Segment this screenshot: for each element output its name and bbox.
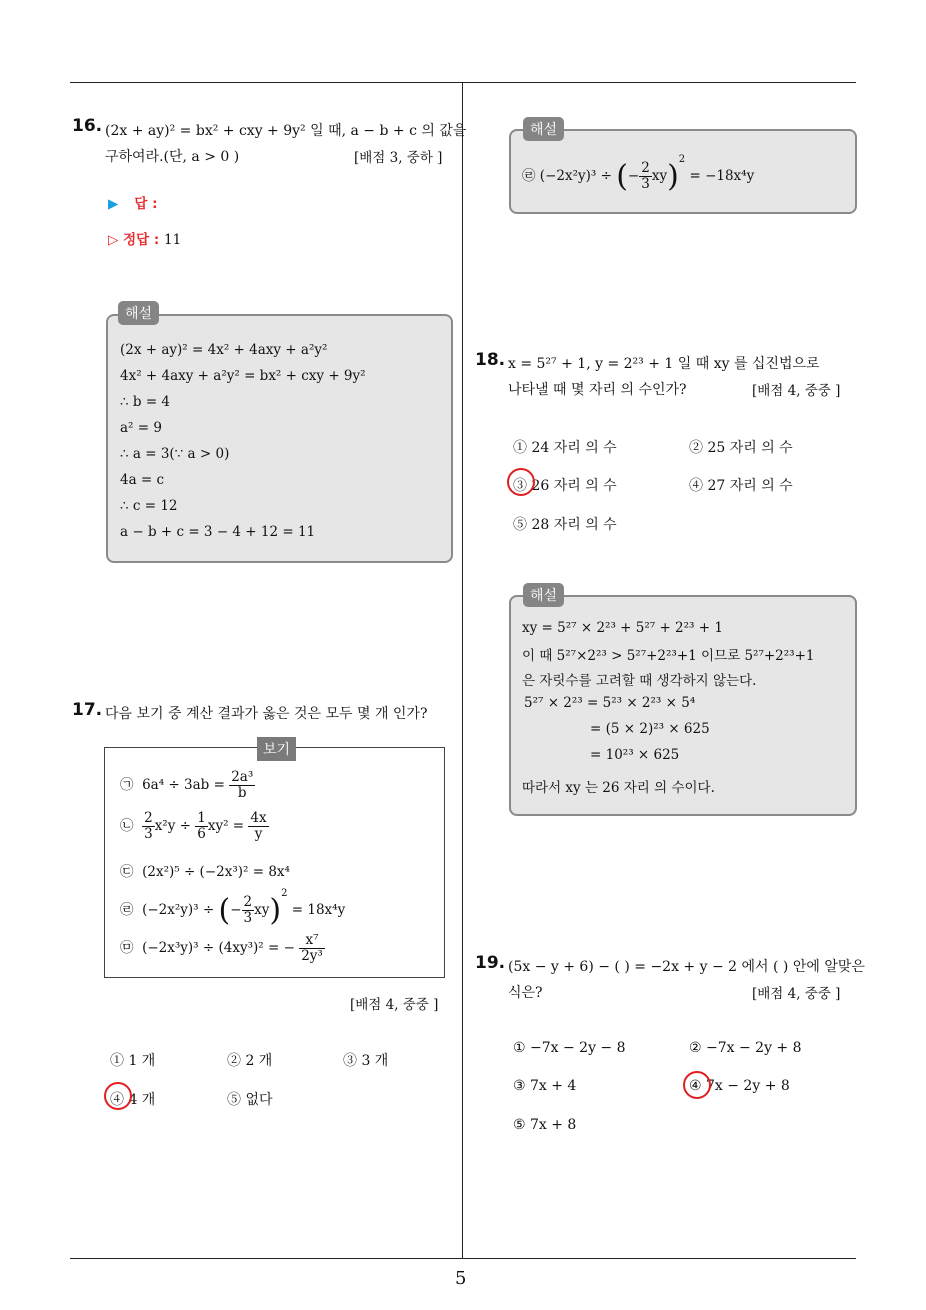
fraction: $\frac{2}{3}$ <box>243 894 253 926</box>
item-expr: xy² = <box>207 817 245 834</box>
score-meta: [배점 3, 중하 ] <box>354 150 443 166</box>
score-meta: [배점 4, 중중 ] <box>350 997 439 1013</box>
choice-4[interactable]: ④ 7x − 2y + 8 <box>689 1078 790 1094</box>
solution-line: = (5 × 2)²³ × 625 <box>590 721 710 737</box>
solution-line: ∴ c = 12 <box>120 498 178 514</box>
question-number: 17. <box>72 700 103 720</box>
solution-line: ∴ b = 4 <box>120 394 171 410</box>
item-expr: (2x²)⁵ ÷ (−2x³)² = 8x⁴ <box>142 864 290 880</box>
solution-line: a² = 9 <box>120 420 162 436</box>
fraction: $\frac{1}{6}$ <box>197 810 206 842</box>
solution-line: 5²⁷ × 2²³ = 5²³ × 2²³ × 5⁴ <box>524 695 696 711</box>
selected-answer-circle <box>683 1071 711 1099</box>
choice-2[interactable]: ② −7x − 2y + 8 <box>689 1040 802 1056</box>
column-divider <box>462 82 463 1258</box>
question-number: 18. <box>475 350 506 370</box>
solution-line: xy = 5²⁷ × 2²³ + 5²⁷ + 2²³ + 1 <box>522 620 723 636</box>
solution-line: a − b + c = 3 − 4 + 12 = 11 <box>120 524 316 540</box>
fraction: $\frac{\text{x⁷}}{\text{2y³}}$ <box>301 932 323 964</box>
choice-2[interactable]: ② 25 자리 의 수 <box>689 440 793 456</box>
solution-line: (2x + ay)² = 4x² + 4axy + a²y² <box>120 342 328 358</box>
bogi-item-4: ㉣ (−2x²y)³ ÷ (− $\frac{2}{3}$ xy)$^2$ = 18x⁴y <box>120 888 346 928</box>
question-text: 구하여라.(단, a > 0 ) <box>105 149 240 165</box>
bogi-item-5 <box>120 933 325 964</box>
bogi-item-3 <box>120 860 290 880</box>
answer-label: 답 : <box>134 196 158 212</box>
fraction: $\frac{\text{2a³}}{b}$ <box>231 769 254 801</box>
bogi-tab: 보기 <box>257 737 296 761</box>
solution-line: 이 때 5²⁷×2²³ > 5²⁷+2²³+1 이므로 5²⁷+2²³+1 <box>522 648 815 664</box>
item-mark: ㉣ <box>120 902 134 918</box>
selected-answer-circle <box>507 468 535 496</box>
item-expr: = 18x⁴y <box>291 902 346 918</box>
solution-line: 은 자릿수를 고려할 때 생각하지 않는다. <box>522 673 757 689</box>
item-mark: ㉡ <box>120 817 134 834</box>
item-mark: ㉠ <box>120 776 134 793</box>
solution-line: ㉣ (−2x²y)³ ÷ (− $\frac{2}{3}$ xy)$^2$ = −18x⁴y <box>522 154 755 194</box>
choice-3[interactable]: ③ 7x + 4 <box>513 1078 577 1094</box>
question-text: 나타낼 때 몇 자리 의 수인가? <box>508 382 687 398</box>
solution-line: 4a = c <box>120 472 165 488</box>
correct-answer-row <box>108 228 181 248</box>
solution-line: = 10²³ × 625 <box>590 747 680 763</box>
solution-line: ∴ a = 3(∵ a > 0) <box>120 446 230 462</box>
bogi-item-1 <box>120 770 255 801</box>
item-expr: x²y ÷ <box>154 817 191 834</box>
fraction: $\frac{4x}{y}$ <box>250 810 267 842</box>
question-text: (2x + ay)² = bx² + cxy + 9y² 일 때, a − b + c 의 값을 <box>105 123 467 139</box>
item-mark: ㉤ <box>120 939 134 956</box>
solution-line: 따라서 xy 는 26 자리 의 수이다. <box>522 780 715 796</box>
selected-answer-circle <box>104 1082 132 1110</box>
solution-line: 4x² + 4axy + a²y² = bx² + cxy + 9y² <box>120 368 366 384</box>
question-text: 식은? <box>508 985 543 1001</box>
choice-1[interactable]: ① 1 개 <box>110 1053 156 1069</box>
solution-tab: 해설 <box>118 301 159 325</box>
bogi-item-2 <box>120 811 269 842</box>
item-mark: ㉢ <box>120 864 134 880</box>
question-text: (5x − y + 6) − ( ) = −2x + y − 2 에서 ( ) 안에 알맞은 <box>508 959 865 975</box>
bottom-rule <box>70 1258 856 1259</box>
outline-triangle-icon: ▷ <box>108 232 119 248</box>
score-meta: [배점 4, 중중 ] <box>752 383 841 399</box>
item-expr: (−2x³y)³ ÷ (4xy³)² = − <box>142 939 295 956</box>
fraction: $\frac{2}{3}$ <box>144 810 153 842</box>
question-number: 19. <box>475 953 506 973</box>
choice-3[interactable]: ③ 26 자리 의 수 <box>513 478 617 494</box>
score-meta: [배점 4, 중중 ] <box>752 986 841 1002</box>
top-rule <box>70 82 856 83</box>
item-expr: (−2x²y)³ ÷ <box>142 902 215 918</box>
correct-value: 11 <box>163 232 182 248</box>
item-expr: 6a⁴ ÷ 3ab = <box>142 776 225 793</box>
correct-label: 정답 : <box>123 232 160 248</box>
question-text: x = 5²⁷ + 1, y = 2²³ + 1 일 때 xy 를 십진법으로 <box>508 356 820 372</box>
question-number: 16. <box>72 116 103 136</box>
choice-1[interactable]: ① −7x − 2y − 8 <box>513 1040 626 1056</box>
question-text: 다음 보기 중 계산 결과가 옳은 것은 모두 몇 개 인가? <box>105 706 428 722</box>
fraction: $\frac{2}{3}$ <box>641 160 650 192</box>
choice-4[interactable]: ④ 27 자리 의 수 <box>689 478 793 494</box>
choice-3[interactable]: ③ 3 개 <box>343 1053 389 1069</box>
choice-5[interactable]: ⑤ 없다 <box>227 1092 273 1108</box>
solution-tab: 해설 <box>523 583 564 607</box>
choice-5[interactable]: ⑤ 28 자리 의 수 <box>513 517 617 533</box>
play-triangle-icon: ▶ <box>108 196 119 212</box>
choice-4[interactable]: ④ 4 개 <box>110 1092 156 1108</box>
choice-5[interactable]: ⑤ 7x + 8 <box>513 1117 577 1133</box>
answer-row <box>108 192 158 212</box>
choice-2[interactable]: ② 2 개 <box>227 1053 273 1069</box>
page-number: 5 <box>455 1268 467 1289</box>
solution-tab: 해설 <box>523 117 564 141</box>
choice-1[interactable]: ① 24 자리 의 수 <box>513 440 617 456</box>
